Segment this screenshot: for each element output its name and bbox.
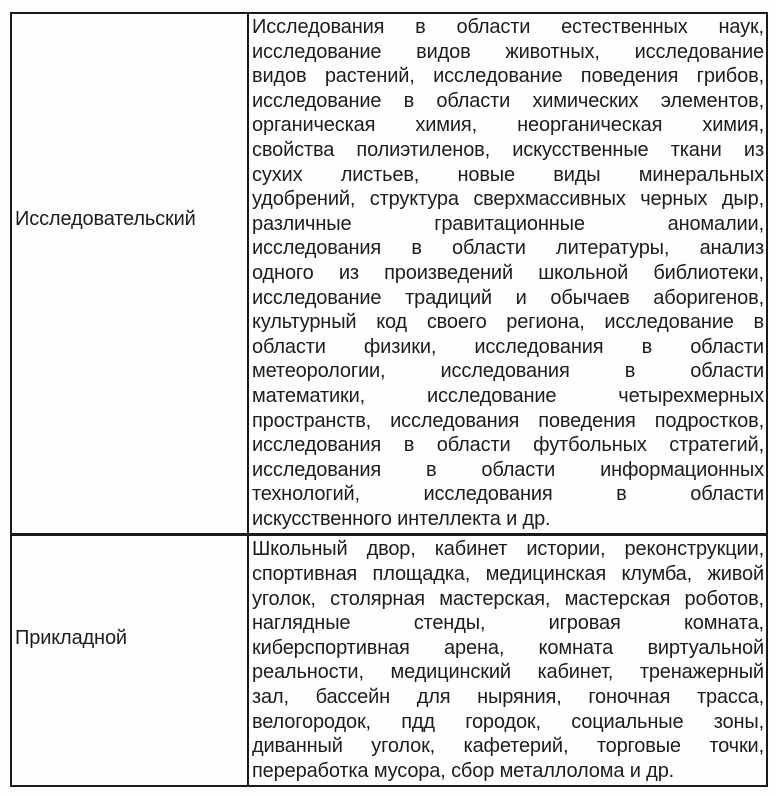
text-line: велогородок, пдд городок, социальные зоны, [252,710,764,733]
text-line: культурный код своего региона, исследование в [252,311,764,334]
text-line: искусственного интеллекта и др. [252,507,551,530]
text-line: исследования в области футбольных стратегий, [252,434,764,457]
text-line: исследования в области информационных [252,458,764,481]
text-line: математики, исследование четырехмерных [252,384,764,407]
project-type-cell [12,14,249,533]
table-row [12,14,766,536]
text-line: одного из произведений школьной библиотеки, [252,261,764,284]
text-line: спортивная площадка, медицинская клумба, живой [252,563,764,586]
project-type-label: Прикладной [15,627,127,650]
text-line: свойства полиэтиленов, искусственные ткани из [252,138,764,161]
text-line: технологий, исследования в области [252,483,764,506]
examples-cell [249,536,766,785]
text-line: удобрений, структура сверхмассивных черных дыр, [252,188,764,211]
text-line: исследование традиций и обычаев аборигенов, [252,286,764,309]
text-line: области физики, исследования в области [252,335,764,358]
text-line: исследования в области литературы, анализ [252,237,764,260]
text-line: различные гравитационные аномалии, [252,212,764,235]
text-line: Исследования в области естественных наук, [252,16,764,38]
text-line: Школьный двор, кабинет истории, реконструкции, [252,538,764,561]
text-line: видов растений, исследование поведения грибов, [252,65,764,88]
text-line: метеорологии, исследования в области [252,360,764,383]
table-row [12,536,766,785]
project-type-label: Исследовательский [15,208,196,230]
document-table [10,12,768,787]
text-line: уголок, столярная мастерская, мастерская роботов, [252,587,764,610]
text-line: зал, бассейн для ныряния, гоночная трасса, [252,686,764,709]
text-line: сухих листьев, новые виды минеральных [252,163,764,186]
text-line: наглядные стенды, игровая комната, [252,612,764,635]
text-line: реальности, медицинский кабинет, тренажерный [252,661,764,684]
text-line: киберспортивная арена, комната виртуальной [252,636,764,659]
text-line: диванный уголок, кафетерий, торговые точки, [252,735,764,758]
text-line: исследование видов животных, исследование [252,40,764,63]
text-line: исследование в области химических элементов, [252,89,764,112]
project-type-cell [12,536,249,785]
examples-cell [249,14,766,533]
text-line: органическая химия, неорганическая химия, [252,114,764,137]
text-line: переработка мусора, сбор металлолома и др. [252,759,675,782]
text-line: пространств, исследования поведения подростков, [252,409,764,432]
